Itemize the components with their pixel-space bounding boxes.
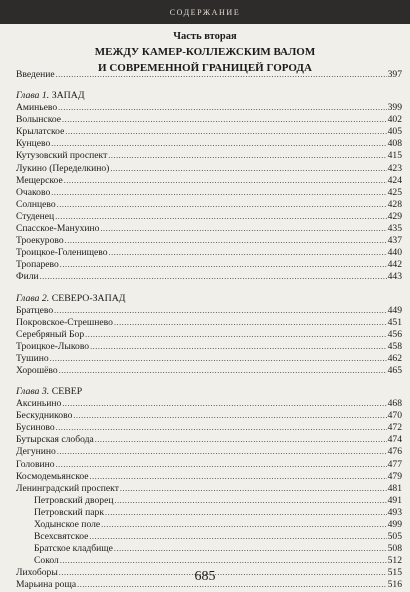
toc-entry[interactable] [16, 235, 402, 247]
toc-entry-page: 458 [387, 340, 402, 352]
toc-entry[interactable] [16, 341, 402, 353]
toc-entry[interactable] [16, 271, 402, 283]
toc-entry-label: Фили [16, 271, 39, 283]
dot-leader [64, 175, 387, 187]
toc-entry-page: 505 [387, 531, 402, 543]
chapter-name: СЕВЕРО-ЗАПАД [51, 292, 126, 304]
toc-subentry[interactable] [16, 507, 402, 519]
toc-entry-label: Студенец [16, 210, 55, 222]
toc-entry-page: 481 [387, 482, 402, 494]
dot-leader [51, 187, 386, 199]
toc-entry[interactable] [16, 398, 402, 410]
toc-entry-page: 474 [387, 434, 402, 446]
dot-leader [56, 459, 387, 471]
toc-entry-label: Братское кладбище [34, 543, 113, 555]
dot-leader [105, 507, 387, 519]
toc-entry-page: 477 [387, 458, 402, 470]
toc-entry-page: 437 [387, 235, 402, 247]
toc-entry[interactable] [16, 259, 402, 271]
chapter-prefix: Глава 3. [16, 386, 50, 398]
toc-entry-page: 397 [387, 69, 402, 80]
toc-entry[interactable] [16, 410, 402, 422]
toc-entry[interactable] [16, 199, 402, 211]
toc-entry-label: Бескудниково [16, 410, 73, 422]
dot-leader [40, 271, 387, 283]
toc-entry[interactable] [16, 126, 402, 138]
dot-leader [90, 341, 387, 353]
toc-entry-label: Ленинградский проспект [16, 482, 119, 494]
dot-leader [59, 365, 387, 377]
dot-leader [90, 471, 387, 483]
toc-entry-label: Всехсвятское [34, 531, 89, 543]
toc-entry[interactable] [16, 353, 402, 365]
toc-entry-page: 442 [387, 259, 402, 271]
toc-entry-page: 440 [387, 247, 402, 259]
dot-leader [60, 555, 387, 567]
toc-entry-label: Хорошёво [16, 364, 58, 376]
toc-entry-page: 399 [387, 102, 402, 114]
toc-entry-label: Дегунино [16, 446, 56, 458]
dot-leader [54, 305, 386, 317]
chapter-heading[interactable] [16, 90, 402, 102]
toc-subentry[interactable] [16, 519, 402, 531]
toc-entry-label: Кутузовский проспект [16, 150, 108, 162]
dot-leader [65, 126, 386, 138]
toc-entry-label: Мещерское [16, 174, 63, 186]
toc-entry[interactable] [16, 329, 402, 341]
toc-entry-label: Бусиново [16, 422, 55, 434]
toc-entry-label: Солнцево [16, 198, 56, 210]
dot-leader [95, 434, 387, 446]
toc-entry-label: Спасское-Манухино [16, 223, 100, 235]
table-of-contents [16, 69, 402, 592]
toc-entry-page: 415 [387, 150, 402, 162]
toc-entry-page: 468 [387, 398, 402, 410]
toc-entry[interactable] [16, 446, 402, 458]
toc-entry-page: 425 [387, 186, 402, 198]
toc-entry-page: 449 [387, 304, 402, 316]
dot-leader [77, 579, 386, 591]
dot-leader [101, 519, 386, 531]
toc-entry[interactable] [16, 434, 402, 446]
toc-entry-page: 402 [387, 114, 402, 126]
dot-leader [89, 531, 386, 543]
toc-entry[interactable] [16, 211, 402, 223]
toc-entry-label: Покровское-Стрешнево [16, 316, 113, 328]
toc-entry[interactable] [16, 317, 402, 329]
part-title-line-2: И СОВРЕМЕННОЙ ГРАНИЦЕЙ ГОРОДА [98, 62, 312, 74]
toc-entry-label: Серебряный Бор [16, 328, 85, 340]
toc-entry[interactable] [16, 114, 402, 126]
dot-leader [114, 543, 387, 555]
dot-leader [120, 483, 387, 495]
dot-leader [73, 410, 386, 422]
toc-entry-label: Ходынское поле [34, 519, 101, 530]
dot-leader [50, 353, 387, 365]
toc-entry-page: 428 [387, 198, 402, 210]
dot-leader [57, 199, 387, 211]
toc-entry[interactable] [16, 422, 402, 434]
toc-entry-label: Волынское [16, 114, 62, 126]
dot-leader [62, 398, 386, 410]
toc-entry-label: Троекурово [16, 235, 64, 247]
toc-entry-label: Кунцево [16, 138, 51, 150]
dot-leader [58, 102, 386, 114]
chapter-prefix: Глава 1. [16, 90, 50, 102]
toc-entry-page: 516 [387, 579, 402, 591]
toc-entry-page: 512 [387, 555, 402, 567]
dot-leader [55, 211, 386, 223]
toc-entry-label: Петровский парк [34, 506, 104, 518]
toc-entry-page: 472 [387, 422, 402, 434]
toc-entry[interactable] [16, 483, 402, 495]
toc-entry-page: 493 [387, 506, 402, 518]
toc-entry-page: 435 [387, 223, 402, 235]
dot-leader [85, 329, 386, 341]
chapter-name: СЕВЕР [51, 386, 83, 398]
toc-entry-page: 462 [387, 352, 402, 364]
toc-entry-page: 499 [387, 519, 402, 530]
dot-leader [100, 223, 386, 235]
toc-entry-label: Марьина роща [16, 579, 77, 591]
toc-entry-page: 508 [387, 543, 402, 555]
dot-leader [57, 446, 387, 458]
toc-entry-page: 405 [387, 126, 402, 138]
toc-entry-label: Крылатское [16, 126, 65, 138]
part-title-line-1: МЕЖДУ КАМЕР-КОЛЛЕЖСКИМ ВАЛОМ [94, 46, 316, 58]
chapter-name: ЗАПАД [51, 90, 85, 102]
toc-entry-page: 470 [387, 410, 402, 422]
toc-entry-label: Аксиньино [16, 398, 62, 410]
toc-entry[interactable] [16, 471, 402, 483]
toc-entry-page: 465 [387, 364, 402, 376]
dot-leader [60, 259, 387, 271]
dot-leader [56, 69, 387, 81]
toc-entry-label: Очаково [16, 186, 51, 198]
toc-entry-label: Аминьево [16, 102, 58, 114]
dot-leader [114, 495, 386, 507]
toc-subentry[interactable] [16, 555, 402, 567]
toc-entry[interactable] [16, 163, 402, 175]
toc-subentry[interactable] [16, 543, 402, 555]
part-label: Часть вторая [173, 31, 237, 42]
toc-entry-label: Братцево [16, 304, 54, 316]
toc-entry[interactable] [16, 247, 402, 259]
chapter-prefix: Глава 2. [16, 292, 50, 304]
toc-entry-page: 451 [387, 316, 402, 328]
toc-entry[interactable] [16, 138, 402, 150]
running-header [0, 0, 410, 24]
toc-entry[interactable] [16, 102, 402, 114]
toc-entry-label: Бутырская слобода [16, 434, 94, 446]
toc-entry[interactable] [16, 459, 402, 471]
toc-entry-label: Петровский дворец [34, 494, 114, 506]
toc-entry-label: Головино [16, 458, 55, 470]
toc-subentry[interactable] [16, 495, 402, 507]
toc-entry-page: 429 [387, 210, 402, 222]
toc-entry-page: 456 [387, 328, 402, 340]
toc-entry[interactable] [16, 305, 402, 317]
chapter-heading[interactable] [16, 293, 402, 305]
toc-entry-label: Троицкое-Лыково [16, 340, 90, 352]
toc-entry[interactable] [16, 175, 402, 187]
toc-entry-label: Тушино [16, 352, 49, 364]
dot-leader [109, 247, 387, 259]
toc-entry-label: Лихоборы [16, 567, 58, 579]
toc-entry-page: 515 [387, 567, 402, 579]
dot-leader [114, 317, 387, 329]
dot-leader [51, 138, 386, 150]
dot-leader [110, 163, 386, 175]
dot-leader [62, 114, 387, 126]
toc-entry-label: Введение [16, 69, 55, 80]
toc-entry-page: 479 [387, 470, 402, 482]
toc-entry-page: 424 [387, 174, 402, 186]
toc-entry-page: 476 [387, 446, 402, 458]
toc-entry[interactable] [16, 187, 402, 199]
toc-subentry[interactable] [16, 531, 402, 543]
toc-entry[interactable] [16, 150, 402, 162]
chapter-heading[interactable] [16, 386, 402, 398]
toc-entry-label: Лукино (Переделкино) [16, 162, 110, 174]
toc-entry-label: Сокол [34, 555, 59, 567]
toc-entry-intro[interactable] [16, 69, 402, 81]
toc-entry-page: 491 [387, 494, 402, 506]
toc-entry-page: 408 [387, 138, 402, 150]
toc-entry-page: 423 [387, 162, 402, 174]
toc-entry-label: Космодемьянское [16, 470, 89, 482]
toc-entry-label: Тропарево [16, 259, 59, 271]
page-number: 685 [194, 569, 216, 584]
toc-entry[interactable] [16, 365, 402, 377]
dot-leader [108, 150, 386, 162]
dot-leader [65, 235, 387, 247]
toc-entry-page: 443 [387, 271, 402, 283]
toc-entry-label: Троицкое-Голенищево [16, 247, 108, 259]
dot-leader [56, 422, 387, 434]
running-header-title: СОДЕРЖАНИЕ [169, 7, 241, 17]
toc-entry[interactable] [16, 223, 402, 235]
